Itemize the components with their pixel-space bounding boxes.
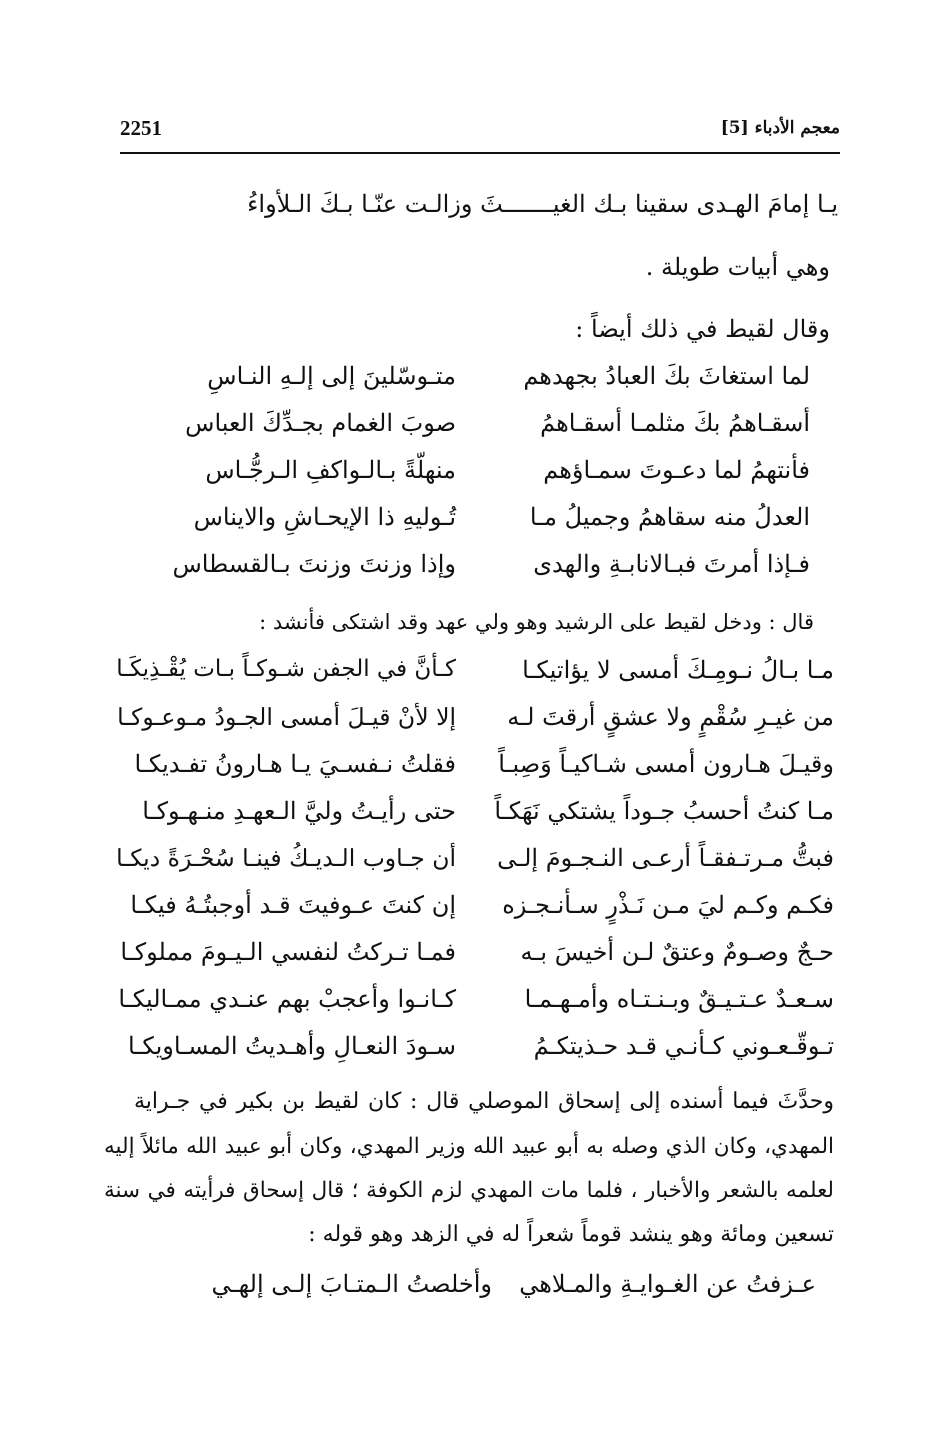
hemistich-left: كـأنَّ في الجفن شـوكـاً بـات يُقْـذِيكَـا: [116, 656, 456, 682]
hemistich-left: حتى رأيـتُ وليَّ الـعهـدِ منـهـوكـا: [142, 797, 456, 825]
paragraph-line: تسعين ومائة وهو ينشد قوماً شعراً له في الزهد وهو قوله :: [308, 1222, 834, 1247]
intro-line: وقال لقيط في ذلك أيضاً :: [575, 315, 830, 343]
paragraph-line: وحدَّثَ فيما أسنده إلى إسحاق الموصلي قال : كان لقيط بن بكير في جـراية: [134, 1089, 834, 1114]
opening-verse: يـا إمامَ الهـدى سقينا بـك الغيـــــــثَ وزالـت عنّـا بـكَ الـلأواءُ: [247, 190, 838, 218]
hemistich-left: أن جـاوب الـديـكُ فينـا سُحْـرَةً ديكـا: [116, 844, 456, 872]
hemistich-right: فبتُّ مـرتـفقـاً أرعـى النـجـومَ إلـى: [497, 844, 834, 872]
hemistich-left: إن كنتَ عـوفيتَ قـد أوجبتُـهُ فيكـا: [130, 891, 456, 919]
hemistich-right: فـإذا أمرتَ فبـالانابـةِ والهدى: [533, 550, 810, 578]
hemistich-right: من غيـرِ سُقْمٍ ولا عشقٍ أرقتَ لـه: [507, 703, 834, 731]
intro-line: قال : ودخل لقيط على الرشيد وهو ولي عهد وقد اشتكى فأنشد :: [259, 610, 814, 634]
hemistich-right: فكـم وكـم ليَ مـن نَـذْرٍ سـأنـجـزه: [502, 891, 834, 919]
paragraph-line: لعلمه بالشعر والأخبار ، فلما مات المهدي لزم الكوفة ؛ قال إسحاق فرأيته في سنة: [104, 1178, 834, 1203]
hemistich-left: فقلتُ نـفسـيَ يـا هـارونُ تفـديكـا: [134, 750, 456, 778]
hemistich-right: فأنتهمُ لما دعـوتَ سمـاؤهم: [543, 456, 810, 484]
page-header: [120, 112, 840, 154]
hemistich-right: حـجٌ وصـومٌ وعتقٌ لـن أخيسَ بـه: [520, 938, 834, 966]
hemistich-left: إلا لأنْ قيـلَ أمسى الجـودُ مـوعـوكـا: [117, 703, 456, 731]
hemistich-left: وإذا وزنتَ وزنتَ بـالقسطاس: [172, 550, 456, 578]
hemistich-left: متـوسّلينَ إلى إلـهِ النـاسِ: [207, 362, 456, 390]
hemistich-left: كـانـوا وأعجبْ بهم عنـدي ممـاليكـا: [118, 985, 456, 1013]
paragraph-line: المهدي، وكان الذي وصله به أبو عبيد الله وزير المهدي، وكان أبو عبيد الله مائلاً إليه: [104, 1134, 834, 1159]
hemistich-right: مـا بـالُ نـومِـكَ أمسى لا يؤاتيكـا: [522, 656, 834, 684]
page-number: 2251: [120, 116, 162, 140]
hemistich-left: صوبَ الغمام بجـدِّكَ العباس: [185, 409, 456, 437]
hemistich-left: سـودَ النعـالِ وأهـديتُ المسـاويكـا: [128, 1032, 456, 1060]
hemistich-right: وقيـلَ هـارون أمسى شـاكيـاً وَصِبـاً: [498, 750, 834, 778]
hemistich-right: أسقـاهمُ بكَ مثلمـا أسقـاهمُ: [540, 409, 810, 437]
note-line: وهي أبيات طويلة .: [645, 253, 830, 281]
running-head: معجم الأدباء [5]: [720, 118, 840, 138]
hemistich-right: مـا كنتُ أحسبُ جـوداً يشتكي نَهَكـاً: [494, 797, 834, 825]
hemistich-right: تـوقّـعـوني كـأنـي قـد حـذيتكـمُ: [533, 1032, 834, 1060]
hemistich-left: منهلّةً بـالـواكفِ الـرجُّـاس: [205, 456, 456, 484]
hemistich-left: تُـوليهِ ذا الإيحـاشِ والايناس: [193, 503, 456, 531]
hemistich-left: فمـا تـركتُ لنفسي الـيـومَ مملوكـا: [120, 938, 456, 966]
hemistich-right: العدلُ منه سقاهمُ وجميلُ مـا: [529, 503, 810, 531]
hemistich-right: عـزفتُ عن الغـوايـةِ والمـلاهي: [519, 1270, 816, 1298]
hemistich-right: لما استغاثَ بكَ العبادُ بجهدهم: [523, 362, 810, 390]
hemistich-right: سـعـدٌ عـتـيـقٌ وبـنـتـاه وأمـهـمـا: [524, 985, 834, 1013]
hemistich-left: وأخلصتُ الـمتـابَ إلـى إلهـي: [211, 1270, 492, 1298]
